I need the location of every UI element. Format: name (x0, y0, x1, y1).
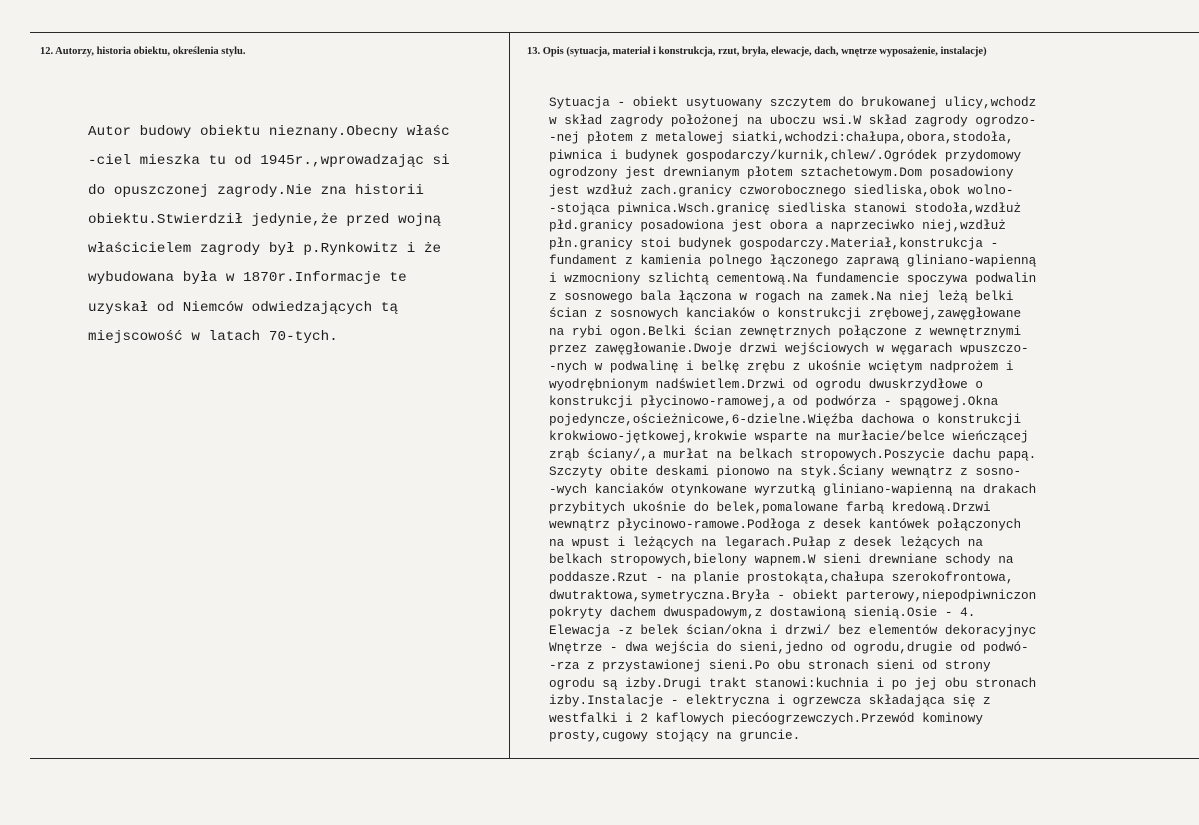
text-line: -ciel mieszka tu od 1945r.,wprowadzając si (88, 153, 450, 170)
text-line: ogrodzony jest drewnianym płotem sztachetowym.Dom posadowiony (549, 165, 1014, 181)
text-line: na wpust i leżących na legarach.Pułap z desek leżących na (549, 534, 983, 550)
text-line: -wych kanciaków otynkowane wyrzutką gliniano-wapienną na drakach (549, 482, 1037, 498)
text-line: z sosnowego bala łączona w rogach na zamek.Na niej leżą belki (549, 288, 1014, 304)
text-line: zrąb ściany/,a murłat na belkach stropowych.Poszycie dachu papą. (549, 446, 1037, 462)
text-line: -rza z przystawionej sieni.Po obu stronach sieni od strony (549, 658, 991, 673)
text-line: na rybi ogon.Belki ścian zewnętrznych połączone z wewnętrznymi (549, 323, 1022, 339)
text-line: poddasze.Rzut - na planie prostokąta,chałupa szerokofrontowa, (549, 570, 1014, 586)
text-line: Szczyty obite deskami pionowo na styk.Ściany wewnątrz z sosno- (549, 464, 1022, 480)
text-line: wybudowana była w 1870r.Informacje te (88, 270, 407, 287)
column-divider (509, 32, 510, 758)
text-line: w skład zagrody położonej na uboczu wsi.W skład zagrody ogrodzo- (549, 112, 1037, 128)
text-line: pokryty dachem dwuspadowym,z dostawioną sienią.Osie - 4. (549, 605, 976, 621)
text-line: -stojąca piwnica.Wsch.granicę siedliska stanowi stodoła,wzdłuż (549, 200, 1022, 216)
text-line: pojedyncze,ościeżnicowe,6-dzielne.Więźba dachowa o konstrukcji (549, 411, 1022, 427)
text-line: właścicielem zagrody był p.Rynkowitz i że (88, 241, 442, 258)
text-line: wyodrębnionym nadświetlem.Drzwi od ogrodu dwuskrzydłowe o (549, 376, 983, 392)
text-line: obiektu.Stwierdził jedynie,że przed wojną (88, 211, 442, 228)
text-line: Autor budowy obiektu nieznany.Obecny właśc (88, 124, 450, 140)
top-rule (30, 32, 1199, 33)
text-line: westfalki i 2 kaflowych piecóogrzewczych.Przewód kominowy (549, 710, 983, 726)
text-line: ogrodu są izby.Drugi trakt stanowi:kuchnia i po jej obu stronach (549, 675, 1037, 691)
text-line: Wnętrze - dwa wejścia do sieni,jedno od ogrodu,drugie od podwó- (549, 640, 1029, 656)
text-line: przez zawęgłowanie.Dwoje drzwi wejściowych w węgarach wpuszczo- (549, 341, 1029, 357)
description-text (549, 94, 1189, 745)
text-line: uzyskał od Niemców odwiedzających tą (88, 299, 399, 316)
text-line: konstrukcji płycinowo-ramowej,a od podwórza - spągowej.Okna (549, 394, 999, 410)
text-line: ścian z sosnowych kanciaków o konstrukcji zrębowej,zawęgłowane (549, 306, 1022, 322)
text-line: belkach stropowych,bielony wapnem.W sieni drewniane schody na (549, 552, 1014, 568)
text-line: przybitych ukośnie do belek,pomalowane farbą kredową.Drzwi (549, 499, 991, 515)
text-line: dwutraktowa,symetryczna.Bryła - obiekt parterowy,niepodpiwniczon (549, 587, 1037, 603)
text-line: do opuszczonej zagrody.Nie zna historii (88, 182, 424, 199)
text-line: -nych w podwalinę i belkę zrębu z ukośnie wciętym nadprożem i (549, 358, 1014, 374)
text-line: krokwiowo-jętkowej,krokwie wsparte na murłacie/belce wieńczącej (549, 429, 1029, 445)
section-13-label: 13. Opis (sytuacja, materiał i konstrukcja, rzut, bryła, elewacje, dach, wnętrze wyposażenie, instalacje) (527, 46, 987, 57)
text-line: Elewacja -z belek ścian/okna i drzwi/ bez elementów dekoracyjnyc (549, 622, 1037, 638)
text-line: płd.granicy posadowiona jest obora a naprzeciwko niej,wzdłuż (549, 218, 1006, 234)
text-line: piwnica i budynek gospodarczy/kurnik,chlew/.Ogródek przydomowy (549, 147, 1022, 163)
text-line: prosty,cugowy stojący na gruncie. (549, 728, 801, 744)
text-line: płn.granicy stoi budynek gospodarczy.Materiał,konstrukcja - (549, 235, 999, 251)
text-line: Sytuacja - obiekt usytuowany szczytem do brukowanej ulicy,wchodz (549, 95, 1037, 110)
text-line: wewnątrz płycinowo-ramowe.Podłoga z desek kantówek połączonych (549, 517, 1022, 533)
text-line: miejscowość w latach 70-tych. (88, 329, 338, 346)
text-line: fundament z kamienia polnego łączonego zaprawą gliniano-wapienną (549, 253, 1037, 269)
bottom-rule (30, 758, 1199, 759)
text-line: izby.Instalacje - elektryczna i ogrzewcza składająca się z (549, 693, 991, 709)
text-line: -nej płotem z metalowej siatki,wchodzi:chałupa,obora,stodoła, (549, 130, 1014, 146)
text-line: i wzmocniony szlichtą cementową.Na fundamencie spoczywa podwalin (549, 270, 1037, 286)
text-line: jest wzdłuż zach.granicy czworobocznego siedliska,obok wolno- (549, 182, 1014, 198)
history-text (88, 118, 508, 352)
section-12-label: 12. Autorzy, historia obiektu, określenia stylu. (40, 46, 246, 57)
